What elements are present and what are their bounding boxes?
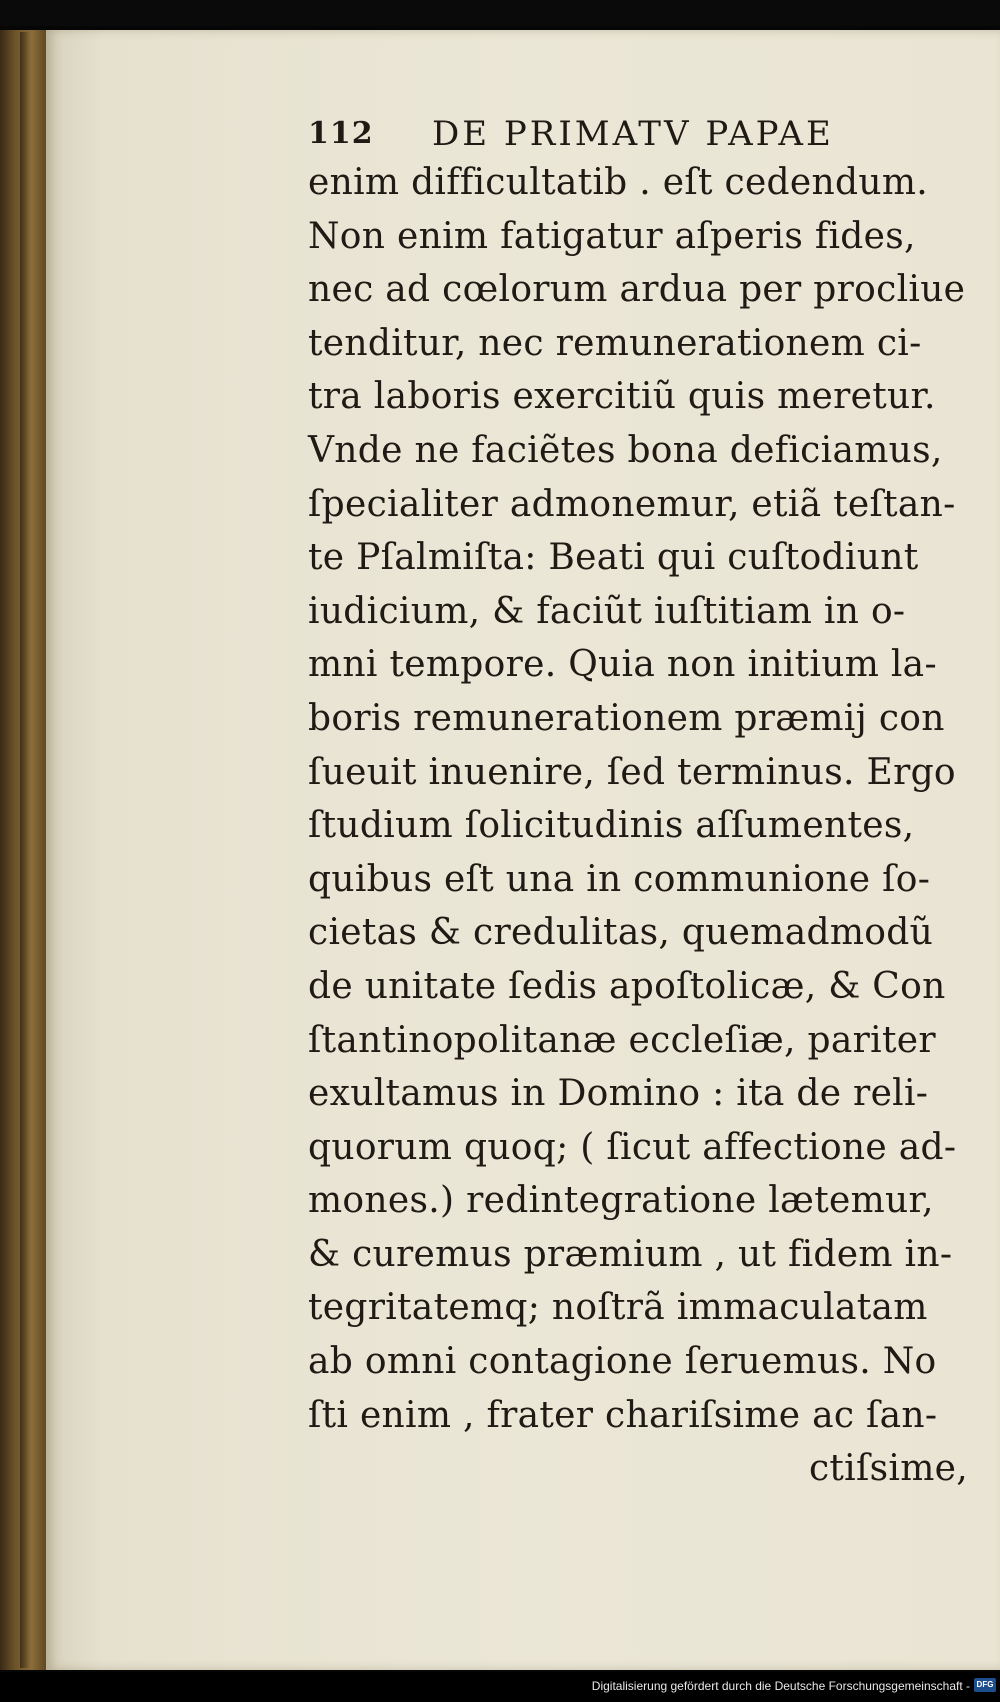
text-line: Non enim fatigatur aſperis fides, bbox=[308, 215, 916, 257]
text-line: ſueuit inuenire, ſed terminus. Ergo bbox=[308, 751, 956, 793]
text-block bbox=[308, 112, 968, 1496]
page-number: 112 bbox=[308, 116, 374, 151]
text-line: ſtudium ſolicitudinis aſſumentes, bbox=[308, 805, 915, 847]
text-line: quibus eſt una in communione ſo- bbox=[308, 858, 931, 900]
text-line: mones.) redintegratione lætemur, bbox=[308, 1180, 934, 1222]
text-line: exultamus in Domino : ita de reli- bbox=[308, 1073, 929, 1115]
text-line: ſti enim , frater chariſsime ac ſan- bbox=[308, 1394, 938, 1436]
page-header bbox=[308, 112, 968, 156]
dfg-logo-icon bbox=[974, 1678, 996, 1692]
text-line: tegritatemq; noſtrã immaculatam bbox=[308, 1287, 928, 1329]
text-line: nec ad cœlorum ardua per procliue bbox=[308, 269, 966, 311]
footer-bar bbox=[0, 1672, 1000, 1702]
text-line: boris remunerationem præmij con bbox=[308, 697, 945, 739]
text-line: tra laboris exercitiũ quis meretur. bbox=[308, 376, 936, 418]
text-line: tenditur, nec remunerationem ci- bbox=[308, 322, 922, 364]
text-line: quorum quoq; ( ſicut affectione ad- bbox=[308, 1126, 957, 1168]
catchword: ctiſsime, bbox=[808, 1448, 968, 1490]
text-line: enim difficultatib . eſt cedendum. bbox=[308, 162, 929, 203]
dfg-credit: Digitalisierung gefördert durch die Deutsche Forschungsgemeinschaft - bbox=[591, 1679, 970, 1693]
text-line: iudicium, & faciũt iuſtitiam in o- bbox=[308, 590, 906, 632]
text-line: & curemus præmium , ut fidem in- bbox=[308, 1233, 953, 1275]
running-head: DE PRIMATV PAPAE bbox=[432, 114, 834, 154]
text-line: ab omni contagione ſeruemus. No bbox=[308, 1341, 937, 1383]
text-line: ſtantinopolitanæ eccleſiæ, pariter bbox=[308, 1019, 936, 1061]
dfg-logo-text: DFG bbox=[976, 1680, 994, 1689]
text-line: ſpecialiter admonemur, etiã teſtan- bbox=[308, 483, 956, 525]
text-line: cietas & credulitas, quemadmodũ bbox=[308, 912, 934, 954]
text-line: de unitate ſedis apoſtolicæ, & Con bbox=[308, 965, 946, 1007]
text-line: mni tempore. Quia non initium la- bbox=[308, 644, 937, 686]
body-text bbox=[308, 156, 968, 1496]
text-line: te Pſalmiſta: Beati qui cuſtodiunt bbox=[308, 537, 919, 579]
binding-shadow bbox=[20, 32, 30, 1668]
text-line: Vnde ne faciẽtes bona deficiamus, bbox=[308, 429, 943, 471]
scan-top-border bbox=[0, 0, 1000, 26]
